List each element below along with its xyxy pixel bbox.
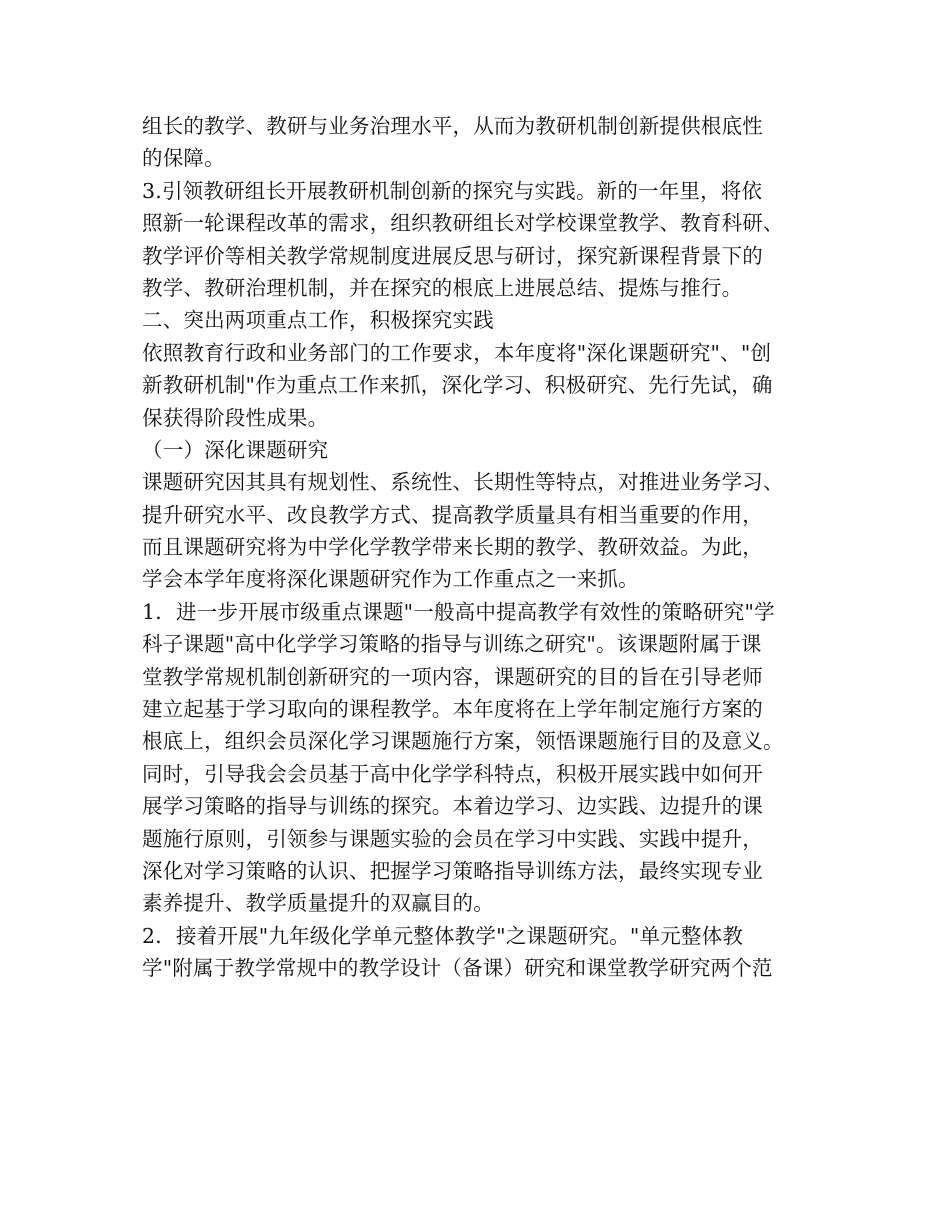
section-heading: 二、突出两项重点工作，积极探究实践 [142, 308, 494, 333]
text-line: 3.引领教研组长开展教研机制创新的探究与实践。新的一年里，将依 [142, 178, 763, 203]
text-line: 学"附属于教学常规中的教学设计（备课）研究和课堂教学研究两个范 [142, 956, 773, 981]
text-line: 的保障。 [142, 146, 225, 171]
text-line: 课题研究因其具有规划性、系统性、长期性等特点，对推进业务学习、 [142, 470, 784, 495]
subsection-heading: （一）深化课题研究 [142, 437, 329, 462]
text-line: 根底上，组织会员深化学习课题施行方案，领悟课题施行目的及意义。 [142, 729, 784, 754]
document-body [142, 110, 842, 985]
text-line: 素养提升、教学质量提升的双赢目的。 [142, 891, 494, 916]
text-line: 同时，引导我会会员基于高中化学学科特点，积极开展实践中如何开 [142, 761, 763, 786]
text-line: 学会本学年度将深化课题研究作为工作重点之一来抓。 [142, 567, 639, 592]
text-line: 保获得阶段性成果。 [142, 405, 329, 430]
text-line: 1．进一步开展市级重点课题"一般高中提高教学有效性的策略研究"学 [142, 599, 775, 624]
text-line: 而且课题研究将为中学化学教学带来长期的教学、教研效益。为此， [142, 535, 763, 560]
text-line: 教学、教研治理机制，并在探究的根底上进展总结、提炼与推行。 [142, 275, 743, 300]
text-line: 组长的教学、教研与业务治理水平，从而为教研机制创新提供根底性 [142, 114, 763, 138]
text-line: 依照教育行政和业务部门的工作要求，本年度将"深化课题研究"、"创 [142, 340, 772, 365]
text-line: 题施行原则，引领参与课题实验的会员在学习中实践、实践中提升， [142, 826, 763, 851]
text-line: 新教研机制"作为重点工作来抓，深化学习、积极研究、先行先试，确 [142, 373, 773, 398]
text-line: 科子课题"高中化学学习策略的指导与训练之研究"。该课题附属于课 [142, 632, 762, 657]
text-line: 2．接着开展"九年级化学单元整体教学"之课题研究。"单元整体教 [142, 923, 744, 948]
text-line: 展学习策略的指导与训练的探究。本着边学习、边实践、边提升的课 [142, 794, 763, 819]
text-line: 照新一轮课程改革的需求，组织教研组长对学校课堂教学、教育科研、 [142, 211, 784, 236]
text-line: 建立起基于学习取向的课程教学。本年度将在上学年制定施行方案的 [142, 697, 763, 722]
text-line: 堂教学常规机制创新研究的一项内容，课题研究的目的旨在引导老师 [142, 664, 763, 689]
text-line: 深化对学习策略的认识、把握学习策略指导训练方法，最终实现专业 [142, 858, 763, 883]
text-line: 提升研究水平、改良教学方式、提高教学质量具有相当重要的作用， [142, 502, 763, 527]
text-line: 教学评价等相关教学常规制度进展反思与研讨，探究新课程背景下的 [142, 243, 763, 268]
